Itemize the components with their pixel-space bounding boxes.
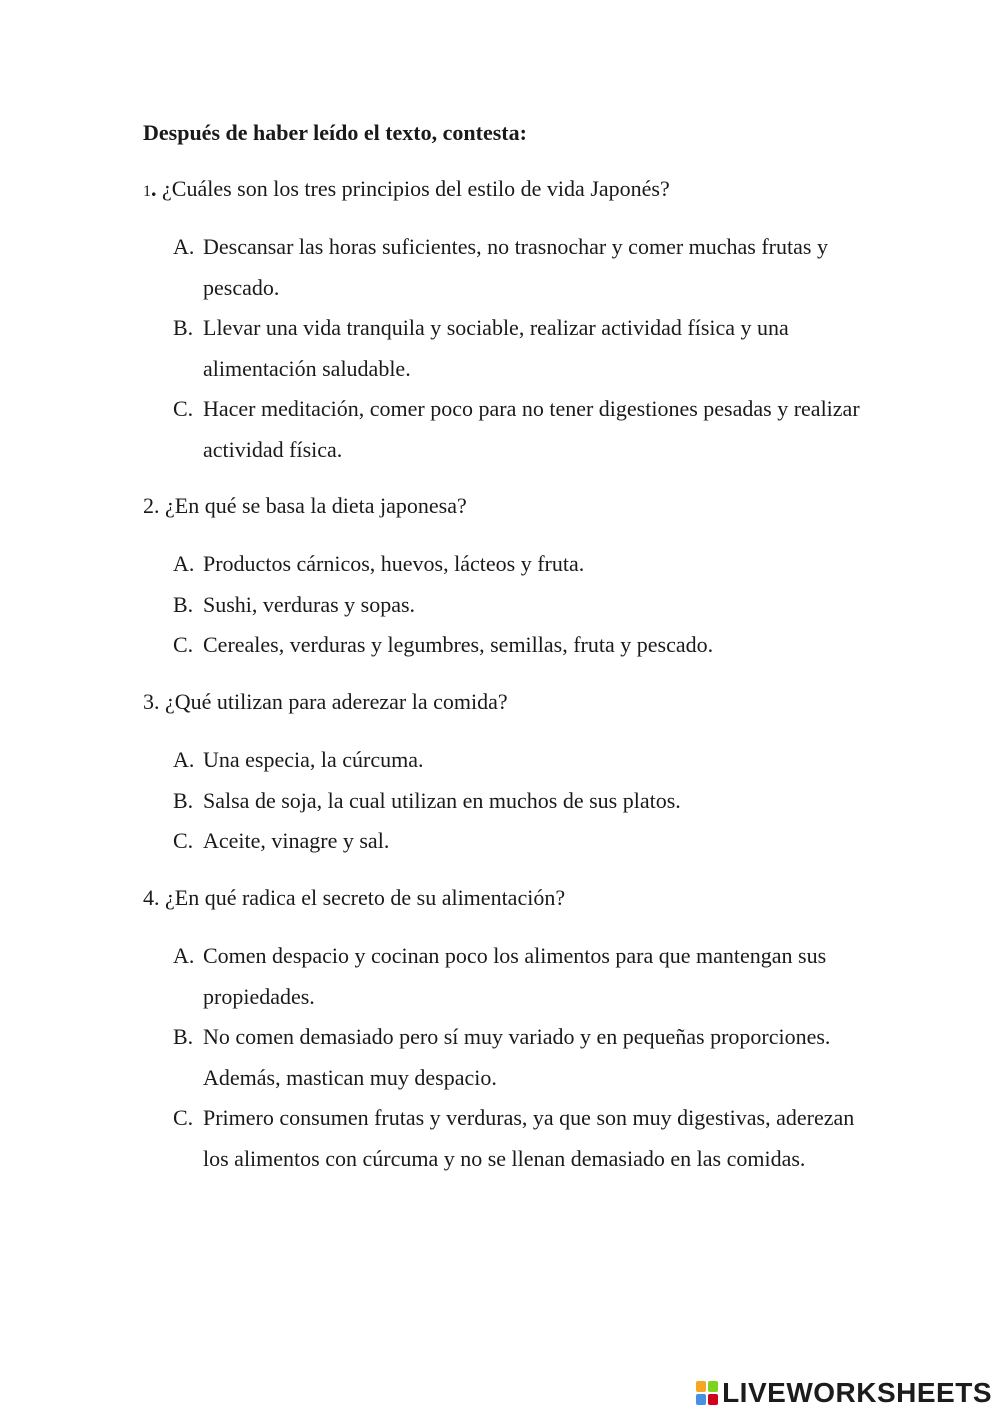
option-text: No comen demasiado pero sí muy variado y en pequeñas proporciones. Además, mastican muy despacio. [203,1024,831,1090]
question-4 [143,883,565,913]
question-2-number: 2. [143,493,160,518]
option-letter: B. [173,315,194,340]
option-letter: C. [173,632,194,657]
option-letter: A. [173,551,195,576]
question-1 [143,174,670,207]
liveworksheets-logo-text: LIVEWORKSHEETS [722,1377,992,1408]
question-1-option-c [173,389,863,470]
option-text: Una especia, la cúrcuma. [203,747,424,772]
option-letter: A. [173,943,195,968]
question-1-number-dot: . [151,176,157,201]
question-2-option-c [173,625,863,666]
question-3-option-a [173,740,863,781]
option-text: Descansar las horas suficientes, no trasnochar y comer muchas frutas y pescado. [203,234,828,300]
logo-square-4 [708,1394,718,1405]
question-1-option-a [173,227,863,308]
option-letter: C. [173,396,194,421]
option-text: Comen despacio y cocinan poco los alimentos para que mantengan sus propiedades. [203,943,827,1009]
option-letter: A. [173,234,195,259]
option-letter: C. [173,828,194,853]
option-text: Aceite, vinagre y sal. [203,828,390,853]
question-4-option-a [173,936,863,1017]
option-text: Sushi, verduras y sopas. [203,592,416,617]
question-1-option-b [173,308,863,389]
question-3 [143,687,508,717]
question-4-option-b [173,1017,863,1098]
option-text: Hacer meditación, comer poco para no tener digestiones pesadas y realizar actividad física. [203,396,860,462]
option-text: Cereales, verduras y legumbres, semillas, fruta y pescado. [203,632,714,657]
option-text: Salsa de soja, la cual utilizan en muchos de sus platos. [203,788,681,813]
liveworksheets-logo [696,1376,992,1410]
option-text: Llevar una vida tranquila y sociable, realizar actividad física y una alimentación saludable. [203,315,789,381]
question-2-option-b [173,585,863,626]
question-4-number: 4. [143,885,160,910]
option-letter: B. [173,592,194,617]
logo-square-3 [696,1394,706,1405]
question-3-option-c [173,821,863,862]
question-1-number: 1 [143,183,151,200]
question-3-text: ¿Qué utilizan para aderezar la comida? [159,689,508,714]
liveworksheets-logo-icon [696,1381,718,1405]
logo-square-1 [696,1381,706,1392]
option-text: Productos cárnicos, huevos, lácteos y fruta. [203,551,585,576]
question-2-option-a [173,544,863,585]
question-1-text: ¿Cuáles son los tres principios del estilo de vida Japonés? [156,176,670,201]
question-4-text: ¿En qué radica el secreto de su alimentación? [159,885,566,910]
page-title: Después de haber leído el texto, contesta: [143,120,527,145]
question-3-number: 3. [143,689,160,714]
question-3-option-b [173,781,863,822]
question-2-text: ¿En qué se basa la dieta japonesa? [159,493,467,518]
option-letter: B. [173,1024,194,1049]
option-letter: A. [173,747,195,772]
question-2 [143,491,467,521]
logo-square-2 [708,1381,718,1392]
question-4-option-c [173,1098,863,1179]
option-letter: C. [173,1105,194,1130]
option-letter: B. [173,788,194,813]
option-text: Primero consumen frutas y verduras, ya que son muy digestivas, aderezan los alimentos con cúrcuma y no se llenan demasiado en las comidas. [203,1105,855,1171]
